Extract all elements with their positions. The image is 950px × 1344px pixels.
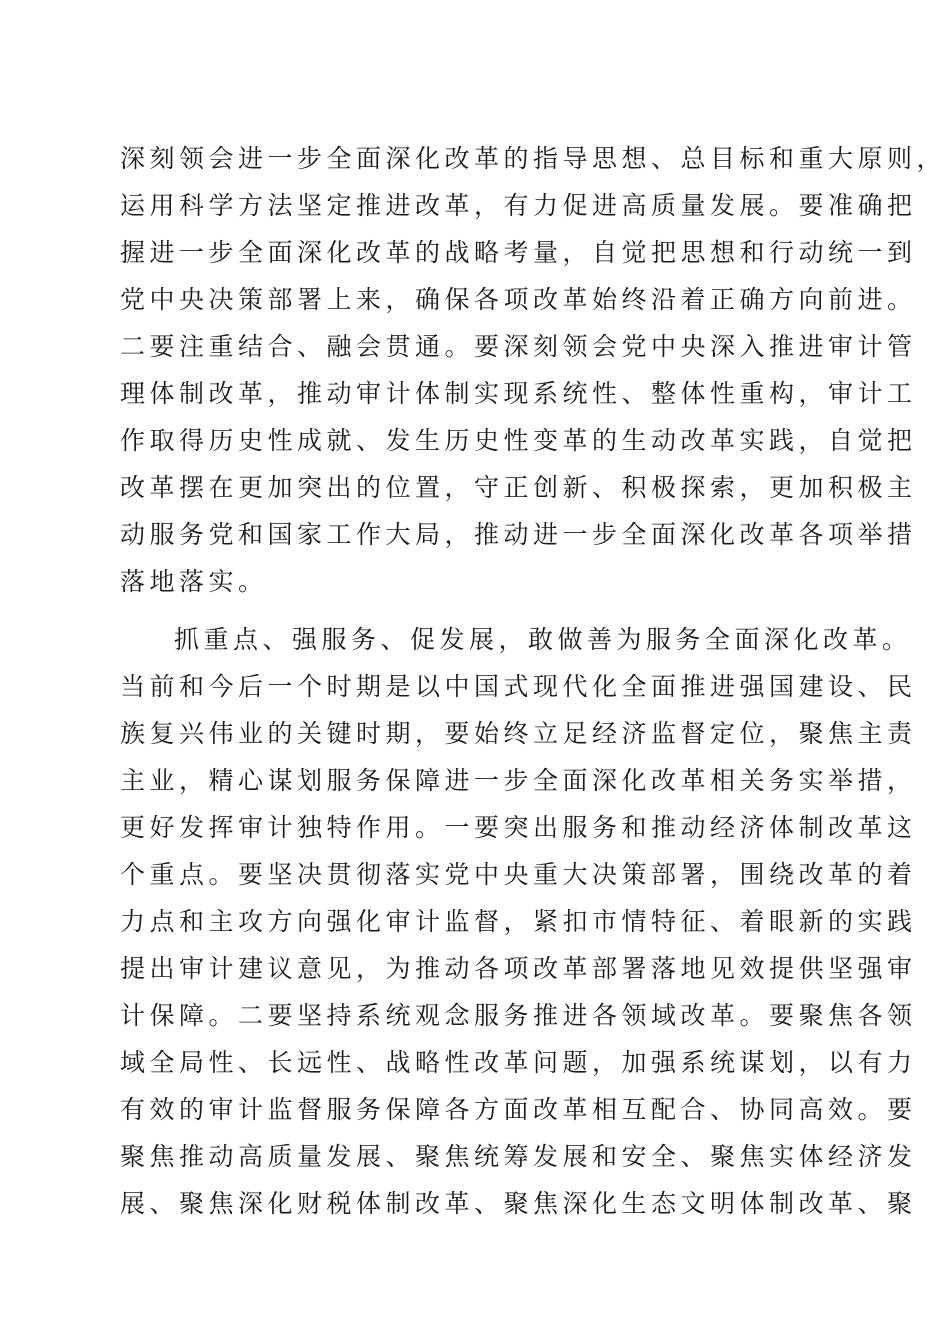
paragraph-2-line-13: 展、聚焦深化财税体制改革、聚焦深化生态文明体制改革、聚 [120, 1189, 917, 1218]
paragraph-1-line-9: 动服务党和国家工作大局，推动进一步全面深化改革各项举措 [120, 520, 917, 549]
paragraph-1-line-7: 作取得历史性成就、发生历史性变革的生动改革实践，自觉把 [120, 426, 917, 455]
paragraph-1-line-3: 握进一步全面深化改革的战略考量，自觉把思想和行动统一到 [120, 238, 917, 267]
paragraph-1-line-5: 二要注重结合、融会贯通。要深刻领会党中央深入推进审计管 [120, 332, 917, 361]
paragraph-2-line-6: 个重点。要坚决贯彻落实党中央重大决策部署，围绕改革的着 [120, 860, 917, 889]
paragraph-2-line-7: 力点和主攻方向强化审计监督，紧扣市情特征、着眼新的实践 [120, 907, 917, 936]
paragraph-1-line-1: 深刻领会进一步全面深化改革的指导思想、总目标和重大原则， [120, 144, 947, 173]
paragraph-1-line-4: 党中央决策部署上来，确保各项改革始终沿着正确方向前进。 [120, 285, 917, 314]
paragraph-2-line-3: 族复兴伟业的关键时期，要始终立足经济监督定位，聚焦主责 [120, 719, 917, 748]
paragraph-2-line-1: 抓重点、强服务、促发展，敢做善为服务全面深化改革。 [174, 625, 912, 654]
paragraph-2-line-8: 提出审计建议意见，为推动各项改革部署落地见效提供坚强审 [120, 954, 917, 983]
paragraph-2-line-4: 主业，精心谋划服务保障进一步全面深化改革相关务实举措， [120, 766, 917, 795]
paragraph-2-line-10: 域全局性、长远性、战略性改革问题，加强系统谋划，以有力 [120, 1048, 917, 1077]
paragraph-2-line-11: 有效的审计监督服务保障各方面改革相互配合、协同高效。要 [120, 1095, 917, 1124]
paragraph-2-line-2: 当前和今后一个时期是以中国式现代化全面推进强国建设、民 [120, 672, 917, 701]
paragraph-1-line-8: 改革摆在更加突出的位置，守正创新、积极探索，更加积极主 [120, 473, 917, 502]
paragraph-2-line-5: 更好发挥审计独特作用。一要突出服务和推动经济体制改革这 [120, 813, 917, 842]
paragraph-1-line-10: 落地落实。 [120, 567, 268, 596]
paragraph-1-line-2: 运用科学方法坚定推进改革，有力促进高质量发展。要准确把 [120, 191, 917, 220]
paragraph-1-line-6: 理体制改革，推动审计体制实现系统性、整体性重构，审计工 [120, 379, 917, 408]
paragraph-2-line-12: 聚焦推动高质量发展、聚焦统筹发展和安全、聚焦实体经济发 [120, 1142, 917, 1171]
paragraph-2-line-9: 计保障。二要坚持系统观念服务推进各领域改革。要聚焦各领 [120, 1001, 917, 1030]
